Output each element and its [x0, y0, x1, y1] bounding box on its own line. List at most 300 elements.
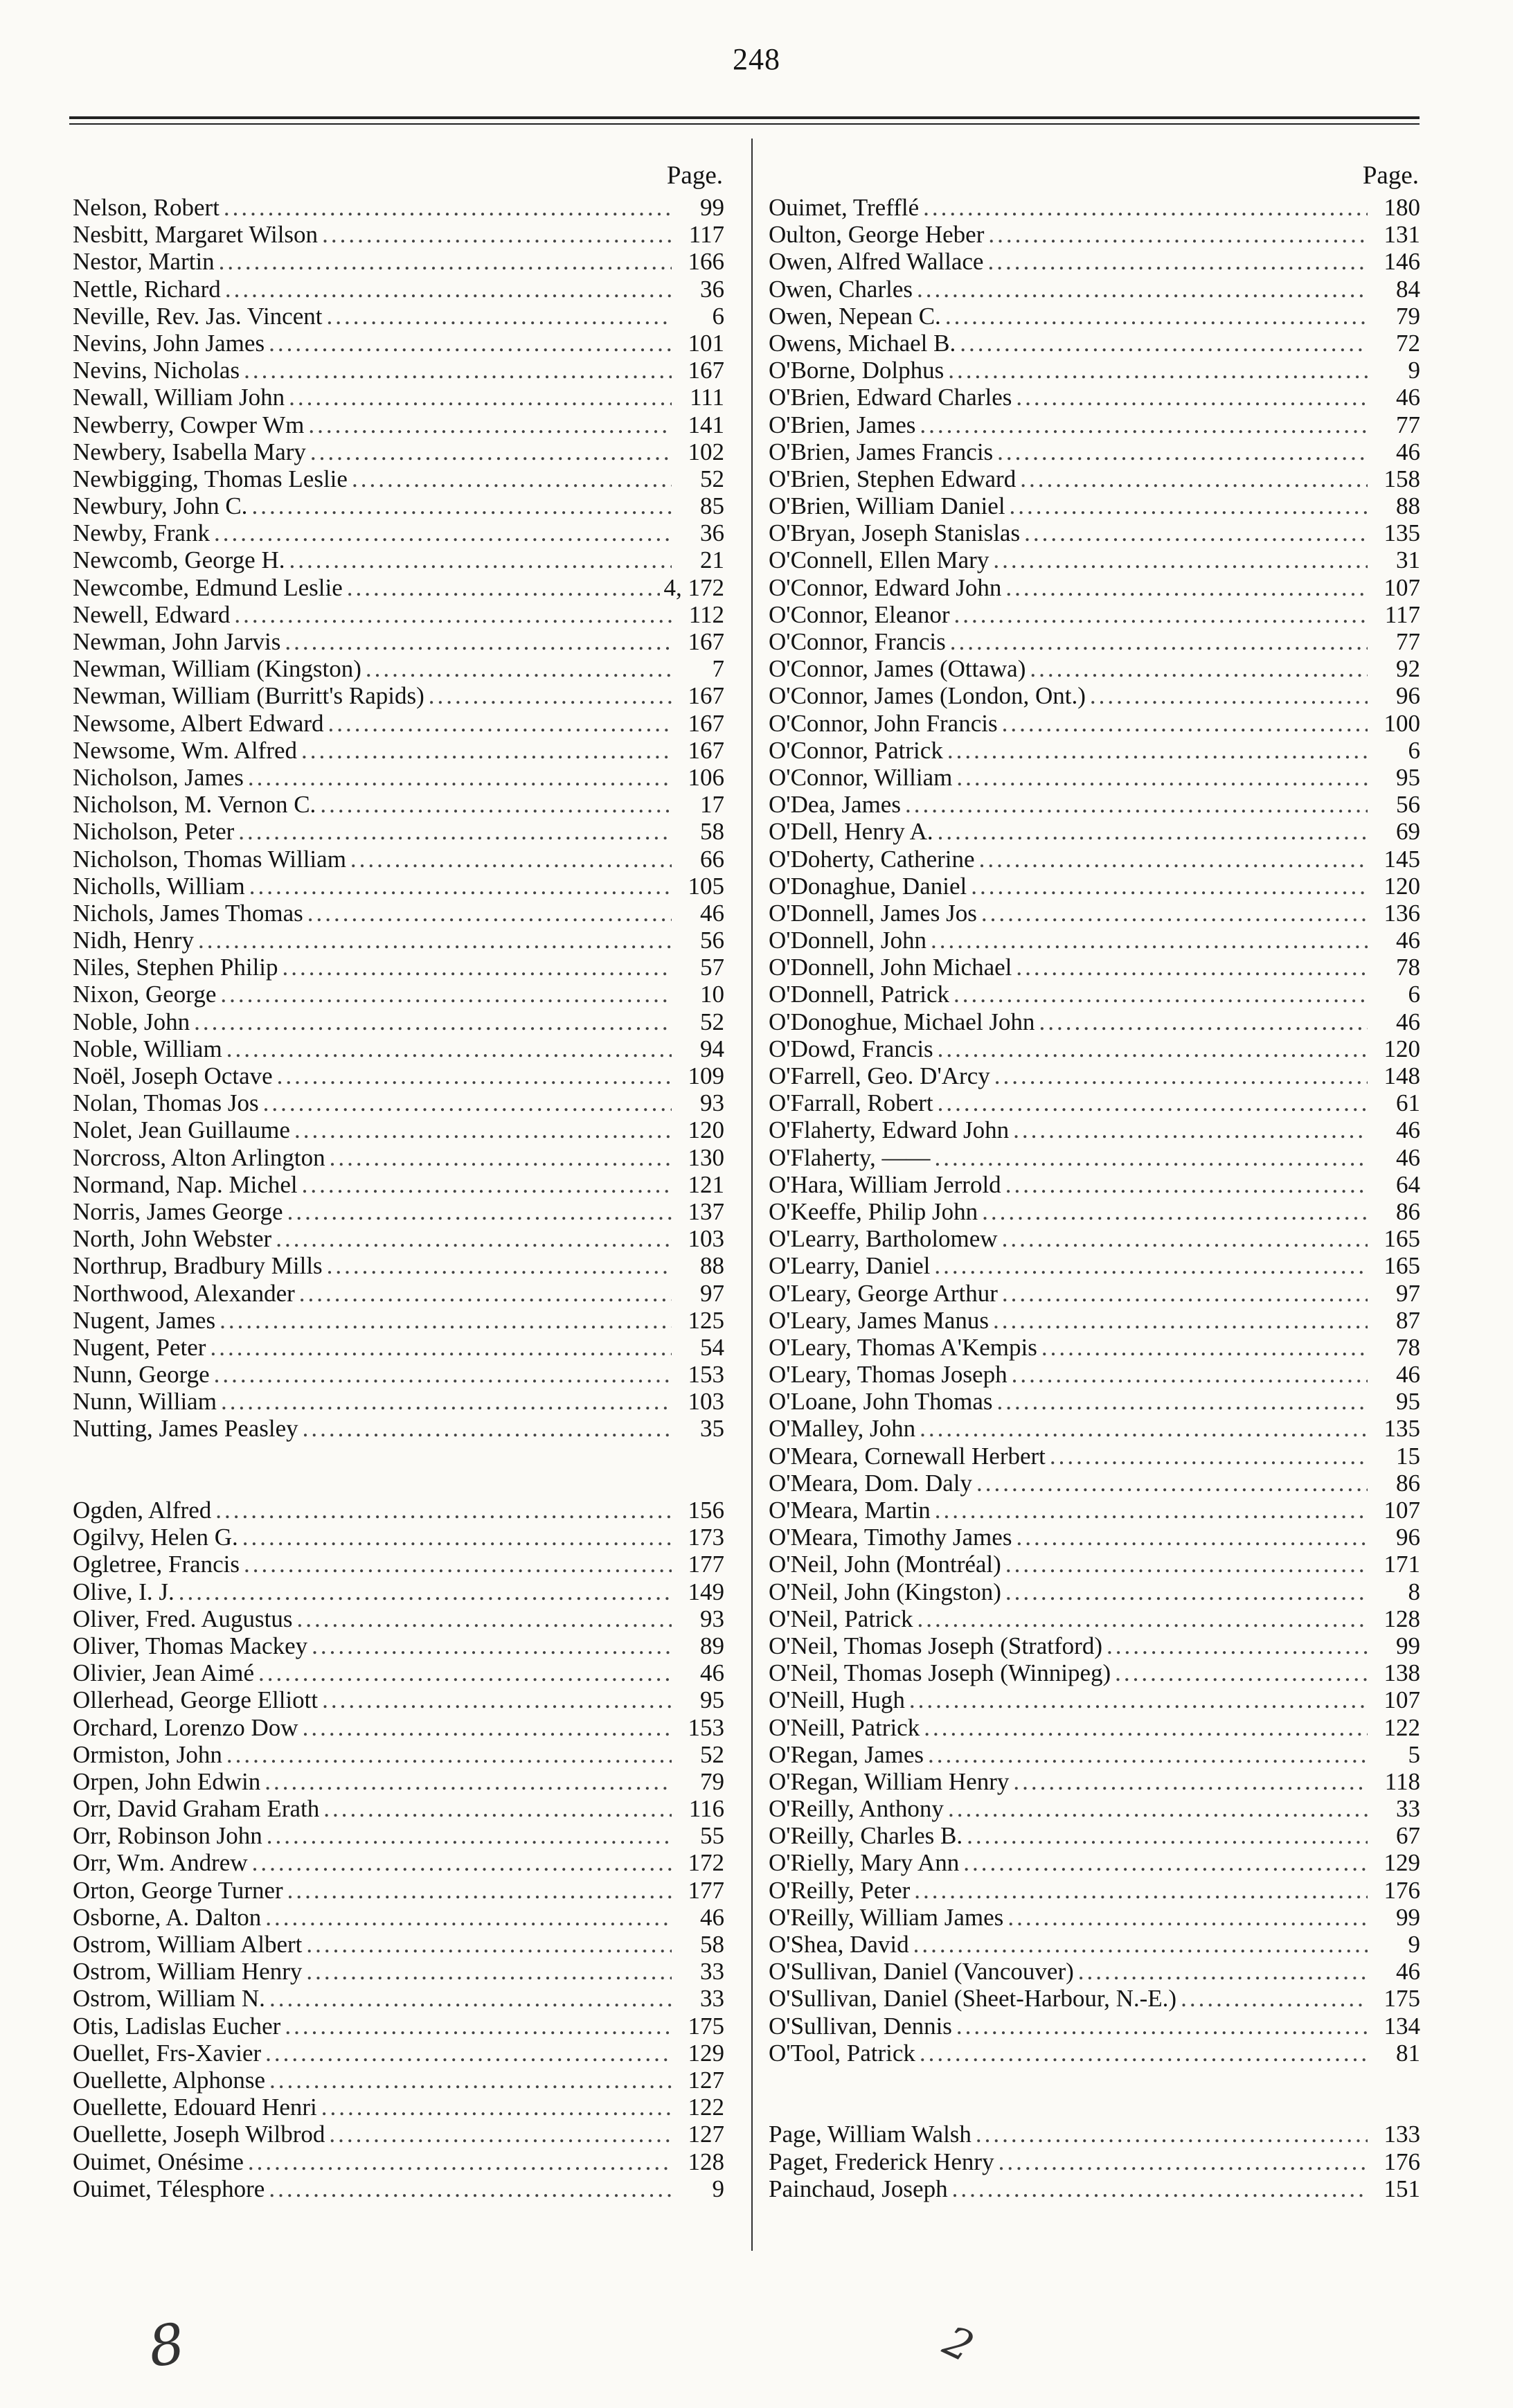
leader-dots	[920, 1415, 1368, 1442]
entry-page: 78	[1396, 1333, 1420, 1361]
leader-dots	[1181, 1985, 1368, 2012]
entry-page: 121	[688, 1170, 724, 1198]
leader-dots	[242, 1524, 672, 1551]
entry-name: O'Neil, Patrick	[769, 1605, 913, 1632]
entry-name: O'Meara, Cornewall Herbert	[769, 1442, 1046, 1470]
entry-page: 89	[700, 1632, 724, 1659]
entry-name: Oliver, Fred. Augustus	[73, 1605, 293, 1632]
entry-name: Noble, William	[73, 1035, 222, 1062]
entry-page: 88	[1396, 492, 1420, 520]
leader-dots	[248, 2148, 672, 2175]
index-entry	[769, 1307, 1423, 1334]
entry-page: 153	[688, 1713, 724, 1741]
leader-dots	[219, 248, 672, 275]
leader-dots	[938, 1089, 1368, 1116]
entry-page: 46	[1396, 1116, 1420, 1144]
entry-name: Newman, William (Burritt's Rapids)	[73, 682, 424, 710]
entry-page: 46	[1396, 1008, 1420, 1035]
entry-page: 146	[1384, 248, 1420, 276]
index-entry	[769, 682, 1423, 709]
leader-dots	[987, 248, 1368, 275]
entry-page: 33	[1396, 1795, 1420, 1823]
leader-dots	[301, 737, 672, 764]
entry-page: 88	[700, 1252, 724, 1280]
leader-dots	[1115, 1659, 1368, 1686]
handwritten-mark: 2	[935, 2317, 981, 2372]
index-entry	[769, 601, 1423, 628]
leader-dots	[956, 764, 1368, 791]
leader-dots	[267, 1822, 672, 1849]
leader-dots	[350, 846, 672, 873]
entry-name: O'Neil, John (Montréal)	[769, 1551, 1001, 1578]
index-entry	[769, 357, 1423, 384]
entry-page: 33	[700, 1985, 724, 2013]
entry-page: 130	[688, 1143, 724, 1171]
leader-dots	[1090, 682, 1368, 709]
entry-name: Orr, Robinson John	[73, 1822, 262, 1850]
index-entry	[73, 2094, 727, 2121]
index-entry	[769, 927, 1423, 954]
index-entry	[769, 438, 1423, 465]
entry-name: Nicholson, M. Vernon C.	[73, 791, 316, 819]
index-entries	[73, 194, 727, 2202]
entry-page: 56	[1396, 791, 1420, 819]
index-entry	[769, 1714, 1423, 1741]
leader-dots	[976, 2121, 1368, 2148]
index-entry	[73, 546, 727, 573]
entry-page: 122	[1384, 1713, 1420, 1741]
leader-dots	[1030, 655, 1368, 682]
entry-page: 55	[700, 1822, 724, 1850]
entry-name: Nicholson, Thomas William	[73, 845, 346, 873]
index-entry	[769, 1388, 1423, 1415]
entry-name: Orr, Wm. Andrew	[73, 1849, 248, 1877]
entry-page: 87	[1396, 1306, 1420, 1334]
entry-name: Nevins, Nicholas	[73, 357, 240, 384]
entry-name: Nolan, Thomas Jos	[73, 1089, 259, 1117]
entry-page: 112	[688, 600, 724, 628]
leader-dots	[352, 465, 672, 492]
leader-dots	[258, 1659, 672, 1686]
entry-name: O'Donnell, John Michael	[769, 954, 1012, 981]
entry-name: O'Malley, John	[769, 1415, 916, 1443]
entry-page: 69	[1396, 818, 1420, 846]
index-entry	[73, 601, 727, 628]
entry-name: Nugent, James	[73, 1306, 216, 1334]
leader-dots	[429, 682, 672, 709]
leader-dots	[976, 1470, 1368, 1497]
entry-name: O'Borne, Dolphus	[769, 357, 944, 384]
index-entry	[769, 737, 1423, 764]
entry-name: Ouimet, Télesphore	[73, 2175, 265, 2202]
entry-name: O'Leary, Thomas Joseph	[769, 1361, 1008, 1389]
entry-name: Noble, John	[73, 1008, 190, 1035]
leader-dots	[909, 1686, 1368, 1713]
entry-name: O'Farrall, Robert	[769, 1089, 933, 1117]
entry-name: O'Neill, Patrick	[769, 1713, 920, 1741]
leader-dots	[214, 1361, 672, 1388]
entry-name: O'Neill, Hugh	[769, 1686, 905, 1714]
entry-page: 103	[688, 1225, 724, 1253]
entry-page: 138	[1384, 1659, 1420, 1687]
index-entry	[769, 2175, 1423, 2202]
entry-page: 173	[688, 1524, 724, 1551]
index-entry	[73, 1334, 727, 1361]
leader-dots	[287, 1198, 672, 1225]
entry-name: O'Regan, William Henry	[769, 1767, 1010, 1795]
leader-dots	[244, 357, 672, 384]
index-entry	[73, 1307, 727, 1334]
index-entries	[769, 194, 1423, 2202]
entry-page: 117	[688, 221, 724, 249]
entry-page: 35	[700, 1415, 724, 1443]
leader-dots	[954, 601, 1368, 628]
index-entry	[73, 248, 727, 275]
leader-dots	[934, 1252, 1368, 1279]
entry-name: Newby, Frank	[73, 519, 210, 547]
index-entry	[73, 1822, 727, 1849]
leader-dots	[329, 2121, 672, 2148]
index-entry	[73, 357, 727, 384]
entry-page: 151	[1384, 2175, 1420, 2202]
entry-name: O'Sullivan, Daniel (Vancouver)	[769, 1958, 1074, 1986]
leader-dots	[224, 194, 672, 221]
index-entry	[769, 546, 1423, 573]
index-entry	[769, 1415, 1423, 1442]
entry-page: 149	[688, 1578, 724, 1605]
entry-name: Newberry, Cowper Wm	[73, 411, 305, 438]
leader-dots	[948, 357, 1368, 384]
leader-dots	[1013, 1768, 1368, 1795]
index-entry	[73, 2013, 727, 2040]
index-entry	[73, 1904, 727, 1931]
entry-page: 120	[1384, 872, 1420, 900]
index-entry	[73, 438, 727, 465]
entry-page: 56	[700, 927, 724, 954]
entry-page: 77	[1396, 628, 1420, 655]
index-entry	[769, 276, 1423, 303]
entry-name: Osborne, A. Dalton	[73, 1903, 262, 1931]
index-entry	[73, 2121, 727, 2148]
leader-dots	[963, 1849, 1368, 1876]
entry-page: 129	[688, 2039, 724, 2067]
entry-name: Owen, Charles	[769, 275, 913, 303]
leader-dots	[323, 1795, 672, 1822]
index-entry	[73, 1062, 727, 1089]
entry-page: 116	[688, 1795, 724, 1823]
entry-name: Newbury, John C.	[73, 492, 248, 520]
index-entry	[73, 1849, 727, 1876]
index-entry	[769, 1144, 1423, 1171]
leader-dots	[179, 1578, 672, 1605]
index-entry	[769, 384, 1423, 411]
entry-name: O'Leary, James Manus	[769, 1306, 989, 1334]
entry-name: O'Brien, James Francis	[769, 438, 994, 465]
entry-name: O'Rielly, Mary Ann	[769, 1849, 960, 1877]
leader-dots	[215, 1497, 672, 1524]
index-entry	[769, 846, 1423, 873]
entry-name: O'Neil, John (Kingston)	[769, 1578, 1001, 1605]
entry-page: 46	[1396, 1361, 1420, 1389]
entry-page: 97	[1396, 1279, 1420, 1307]
leader-dots	[905, 791, 1368, 818]
handwritten-mark: 8	[144, 2310, 189, 2380]
entry-page: 117	[1384, 600, 1420, 628]
index-entry	[769, 330, 1423, 357]
index-entry	[769, 1849, 1423, 1876]
index-entry	[73, 1795, 727, 1822]
entry-name: O'Neil, Thomas Joseph (Stratford)	[769, 1632, 1102, 1659]
entry-name: O'Connor, William	[769, 763, 953, 791]
index-entry	[769, 900, 1423, 927]
entry-page: 15	[1396, 1442, 1420, 1470]
index-entry	[769, 2148, 1423, 2175]
leader-dots	[285, 2013, 672, 2040]
entry-page: 167	[688, 709, 724, 737]
leader-dots	[960, 330, 1368, 357]
entry-name: Newcomb, George H.	[73, 546, 285, 574]
index-entry	[73, 1877, 727, 1904]
entry-name: O'Brien, James	[769, 411, 916, 438]
index-entry	[769, 221, 1423, 248]
entry-name: Normand, Nap. Michel	[73, 1170, 298, 1198]
leader-dots	[251, 492, 672, 519]
index-entry	[769, 1931, 1423, 1958]
entry-page: 58	[700, 818, 724, 846]
entry-page: 153	[688, 1361, 724, 1389]
entry-page: 107	[1384, 573, 1420, 601]
entry-name: Noël, Joseph Octave	[73, 1062, 273, 1089]
index-entry	[73, 2148, 727, 2175]
entry-page: 9	[1408, 357, 1420, 384]
entry-page: 177	[688, 1551, 724, 1578]
leader-dots	[923, 194, 1368, 221]
leader-dots	[277, 1062, 672, 1089]
leader-dots	[914, 1877, 1368, 1904]
entry-page: 46	[700, 1659, 724, 1687]
entry-name: O'Connor, James (London, Ont.)	[769, 682, 1086, 710]
index-entry	[769, 1252, 1423, 1279]
leader-dots	[287, 1877, 672, 1904]
index-entry	[73, 194, 727, 221]
leader-dots	[1013, 1116, 1368, 1143]
entry-page: 86	[1396, 1197, 1420, 1225]
leader-dots	[956, 2013, 1368, 2040]
leader-dots	[1005, 1578, 1368, 1605]
index-entry	[769, 1741, 1423, 1768]
entry-name: Oliver, Thomas Mackey	[73, 1632, 308, 1659]
index-entry	[769, 519, 1423, 546]
index-entry	[769, 764, 1423, 791]
leader-dots	[952, 2175, 1368, 2202]
entry-page: 97	[700, 1279, 724, 1307]
entry-name: Olive, I. J.	[73, 1578, 174, 1605]
entry-name: O'Brien, William Daniel	[769, 492, 1005, 520]
leader-dots	[322, 1686, 672, 1713]
entry-name: Neville, Rev. Jas. Vincent	[73, 302, 323, 330]
entry-name: O'Leary, Thomas A'Kempis	[769, 1333, 1037, 1361]
entry-page: 107	[1384, 1686, 1420, 1714]
entry-page: 175	[688, 2012, 724, 2040]
leader-dots	[322, 221, 672, 248]
entry-page: 120	[688, 1116, 724, 1144]
leader-dots	[289, 384, 672, 411]
entry-page: 85	[700, 492, 724, 520]
index-entry	[73, 737, 727, 764]
index-entry	[769, 1768, 1423, 1795]
entry-page: 61	[1396, 1089, 1420, 1117]
entry-page: 100	[1384, 709, 1420, 737]
index-entry	[73, 682, 727, 709]
entry-name: Oulton, George Heber	[769, 221, 985, 249]
entry-name: O'Flaherty, ——	[769, 1143, 931, 1171]
index-entry	[769, 1225, 1423, 1252]
index-entry	[73, 1578, 727, 1605]
index-entry	[769, 1632, 1423, 1659]
leader-dots	[979, 846, 1368, 873]
index-entry	[73, 927, 727, 954]
entry-name: O'Sullivan, Daniel (Sheet-Harbour, N.-E.)	[769, 1985, 1177, 2013]
entry-page: 95	[700, 1686, 724, 1714]
entry-name: Orchard, Lorenzo Dow	[73, 1713, 298, 1741]
leader-dots	[306, 1958, 672, 1985]
entry-page: 165	[1384, 1225, 1420, 1253]
entry-page: 92	[1396, 655, 1420, 683]
leader-dots	[981, 900, 1368, 927]
entry-name: O'Hara, William Jerrold	[769, 1170, 1001, 1198]
leader-dots	[326, 303, 672, 330]
index-entry	[73, 764, 727, 791]
entry-name: Ostrom, William Albert	[73, 1931, 303, 1958]
leader-dots	[994, 1062, 1368, 1089]
index-column-left	[73, 158, 727, 2202]
index-entry	[73, 303, 727, 330]
column-header: Page.	[666, 161, 723, 190]
leader-dots	[328, 710, 672, 737]
entry-page: 125	[688, 1306, 724, 1334]
leader-dots	[917, 1605, 1368, 1632]
entry-name: Ogden, Alfred	[73, 1497, 212, 1524]
entry-name: Ogilvy, Helen G.	[73, 1524, 238, 1551]
entry-page: 9	[712, 2175, 724, 2202]
entry-name: Newell, Edward	[73, 600, 231, 628]
leader-dots	[950, 628, 1368, 655]
entry-page: 167	[688, 357, 724, 384]
entry-page: 10	[700, 981, 724, 1008]
entry-name: O'Donnell, John	[769, 927, 926, 954]
entry-page: 99	[700, 194, 724, 221]
entry-page: 31	[1396, 546, 1420, 574]
entry-page: 158	[1384, 465, 1420, 492]
entry-name: O'Brien, Edward Charles	[769, 384, 1012, 411]
leader-dots	[920, 411, 1368, 438]
entry-name: O'Connor, Patrick	[769, 736, 943, 764]
entry-name: Northwood, Alexander	[73, 1279, 295, 1307]
leader-dots	[289, 546, 672, 573]
entry-page: 84	[1396, 275, 1420, 303]
leader-dots	[226, 1741, 672, 1768]
leader-dots	[997, 1388, 1368, 1415]
index-entry	[769, 655, 1423, 682]
entry-name: O'Meara, Timothy James	[769, 1524, 1012, 1551]
index-entry	[73, 330, 727, 357]
entry-name: O'Reilly, Charles B.	[769, 1822, 963, 1850]
leader-dots	[993, 1307, 1368, 1334]
index-entry	[73, 2040, 727, 2067]
entry-page: 135	[1384, 519, 1420, 547]
leader-dots	[938, 818, 1368, 845]
index-entry	[769, 1795, 1423, 1822]
entry-name: O'Reilly, Anthony	[769, 1795, 944, 1823]
index-entry	[73, 1144, 727, 1171]
entry-page: 78	[1396, 954, 1420, 981]
entry-page: 6	[1408, 981, 1420, 1008]
entry-name: Painchaud, Joseph	[769, 2175, 948, 2202]
leader-dots	[948, 1795, 1368, 1822]
leader-dots	[234, 601, 672, 628]
entry-page: 180	[1384, 194, 1420, 221]
leader-dots	[327, 1252, 672, 1279]
index-entry	[73, 818, 727, 845]
leader-dots	[1008, 1904, 1368, 1931]
index-entry	[73, 873, 727, 900]
index-entry	[769, 1578, 1423, 1605]
index-entry	[769, 1822, 1423, 1849]
entry-page: 96	[1396, 682, 1420, 710]
leader-dots	[1002, 710, 1368, 737]
entry-page: 175	[1384, 1985, 1420, 2013]
index-entry	[73, 384, 727, 411]
index-entry	[769, 492, 1423, 519]
entry-name: O'Connor, Francis	[769, 628, 946, 655]
leader-dots	[366, 655, 672, 682]
entry-page: 6	[1408, 736, 1420, 764]
entry-page: 105	[688, 872, 724, 900]
entry-page: 46	[1396, 384, 1420, 411]
index-entry	[73, 2175, 727, 2202]
entry-page: 46	[1396, 927, 1420, 954]
entry-name: Orton, George Turner	[73, 1876, 283, 1904]
entry-name: O'Brien, Stephen Edward	[769, 465, 1017, 492]
leader-dots	[276, 1225, 672, 1252]
index-entry	[769, 1985, 1423, 2012]
leader-dots	[982, 1198, 1368, 1225]
entry-name: O'Donnell, James Jos	[769, 899, 977, 927]
leader-dots	[920, 2040, 1368, 2067]
index-entry	[769, 1524, 1423, 1551]
index-entry	[73, 1008, 727, 1035]
leader-dots	[1050, 1443, 1368, 1470]
leader-dots	[947, 737, 1368, 764]
index-entry	[73, 655, 727, 682]
index-entry	[73, 221, 727, 248]
entry-page: 107	[1384, 1497, 1420, 1524]
entry-name: O'Donoghue, Michael John	[769, 1008, 1035, 1035]
entry-name: Nicholson, Peter	[73, 818, 235, 846]
entry-page: 93	[700, 1089, 724, 1117]
index-entry	[769, 1062, 1423, 1089]
entry-name: Ouellette, Edouard Henri	[73, 2094, 317, 2121]
leader-dots	[238, 818, 672, 845]
index-entry	[769, 2040, 1423, 2067]
leader-dots	[269, 330, 672, 357]
entry-name: Ouimet, Trefflé	[769, 194, 920, 221]
entry-page: 127	[688, 2121, 724, 2148]
entry-page: 176	[1384, 2148, 1420, 2175]
index-entry	[73, 1659, 727, 1686]
index-entry	[769, 2013, 1423, 2040]
index-entry	[73, 1686, 727, 1713]
